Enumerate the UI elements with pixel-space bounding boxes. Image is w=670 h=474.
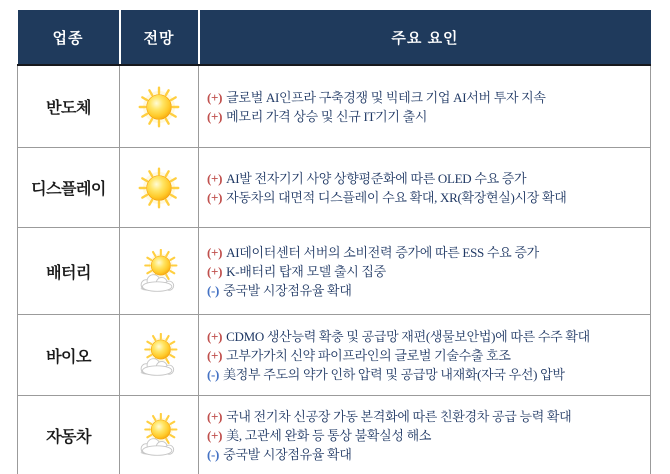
factors-cell (199, 148, 651, 228)
positive-marker: (+) (207, 264, 222, 279)
factor-text: K-배터리 탑재 모델 출시 집중 (226, 264, 386, 279)
factor-text: AI데이터센터 서버의 소비전력 증가에 따른 ESS 수요 증가 (226, 245, 539, 260)
partly-cloudy-icon (137, 249, 181, 293)
factor-line (207, 262, 648, 281)
factor-line (207, 107, 648, 126)
factor-text: 중국발 시장점유율 확대 (223, 283, 351, 298)
factor-text: 글로벌 AI인프라 구축경쟁 및 빅테크 기업 AI서버 투자 지속 (226, 90, 546, 105)
outlook-cell (120, 228, 199, 315)
positive-marker: (+) (207, 109, 222, 124)
factor-line (207, 407, 648, 426)
positive-marker: (+) (207, 190, 222, 205)
sunny-icon (137, 85, 181, 129)
factor-text: 메모리 가격 상승 및 신규 IT기기 출시 (226, 109, 427, 124)
factor-line (207, 243, 648, 262)
industry-outlook-table (17, 10, 651, 474)
factor-line (207, 346, 648, 365)
positive-marker: (+) (207, 245, 222, 260)
factor-line (207, 281, 648, 300)
table-row-battery (18, 228, 651, 315)
positive-marker: (+) (207, 329, 222, 344)
table-row-semiconductor (18, 65, 651, 148)
factor-text: AI발 전자기기 사양 상향평준화에 따른 OLED 수요 증가 (226, 171, 526, 186)
industry-label: 배터리 (18, 228, 120, 315)
industry-label: 자동차 (18, 396, 120, 474)
industry-label: 바이오 (18, 315, 120, 396)
factor-line (207, 445, 648, 464)
table-row-bio (18, 315, 651, 396)
factors-cell (199, 228, 651, 315)
factor-text: 자동차의 대면적 디스플레이 수요 확대, XR(확장현실)시장 확대 (226, 190, 566, 205)
positive-marker: (+) (207, 171, 222, 186)
factor-line (207, 88, 648, 107)
table-row-automobile (18, 396, 651, 474)
factors-cell (199, 65, 651, 148)
positive-marker: (+) (207, 348, 222, 363)
outlook-cell (120, 315, 199, 396)
factor-text: 고부가가치 신약 파이프라인의 글로벌 기술수출 호조 (226, 348, 510, 363)
positive-marker: (+) (207, 90, 222, 105)
header-row (18, 10, 651, 65)
outlook-cell (120, 148, 199, 228)
factor-text: 국내 전기차 신공장 가동 본격화에 따른 친환경차 공급 능력 확대 (226, 409, 571, 424)
partly-cloudy-icon (137, 333, 181, 377)
factor-line (207, 426, 648, 445)
header-outlook: 전망 (120, 10, 199, 65)
factor-text: CDMO 생산능력 확충 및 공급망 재편(생물보안법)에 따른 수주 확대 (226, 329, 590, 344)
factor-text: 美, 고관세 완화 등 통상 불확실성 해소 (226, 428, 431, 443)
industry-label: 반도체 (18, 65, 120, 148)
positive-marker: (+) (207, 409, 222, 424)
outlook-cell (120, 65, 199, 148)
factor-line (207, 169, 648, 188)
factors-cell (199, 315, 651, 396)
industry-label: 디스플레이 (18, 148, 120, 228)
partly-cloudy-icon (137, 413, 181, 457)
factor-line (207, 365, 648, 384)
negative-marker: (-) (207, 447, 219, 462)
outlook-cell (120, 396, 199, 474)
factors-cell (199, 396, 651, 474)
table-row-display (18, 148, 651, 228)
factor-line (207, 327, 648, 346)
sunny-icon (137, 166, 181, 210)
header-industry: 업종 (18, 10, 120, 65)
negative-marker: (-) (207, 283, 219, 298)
factor-text: 美정부 주도의 약가 인하 압력 및 공급망 내재화(자국 우선) 압박 (223, 367, 565, 382)
header-factors: 주요 요인 (199, 10, 651, 65)
factor-text: 중국발 시장점유율 확대 (223, 447, 351, 462)
negative-marker: (-) (207, 367, 219, 382)
factor-line (207, 188, 648, 207)
positive-marker: (+) (207, 428, 222, 443)
